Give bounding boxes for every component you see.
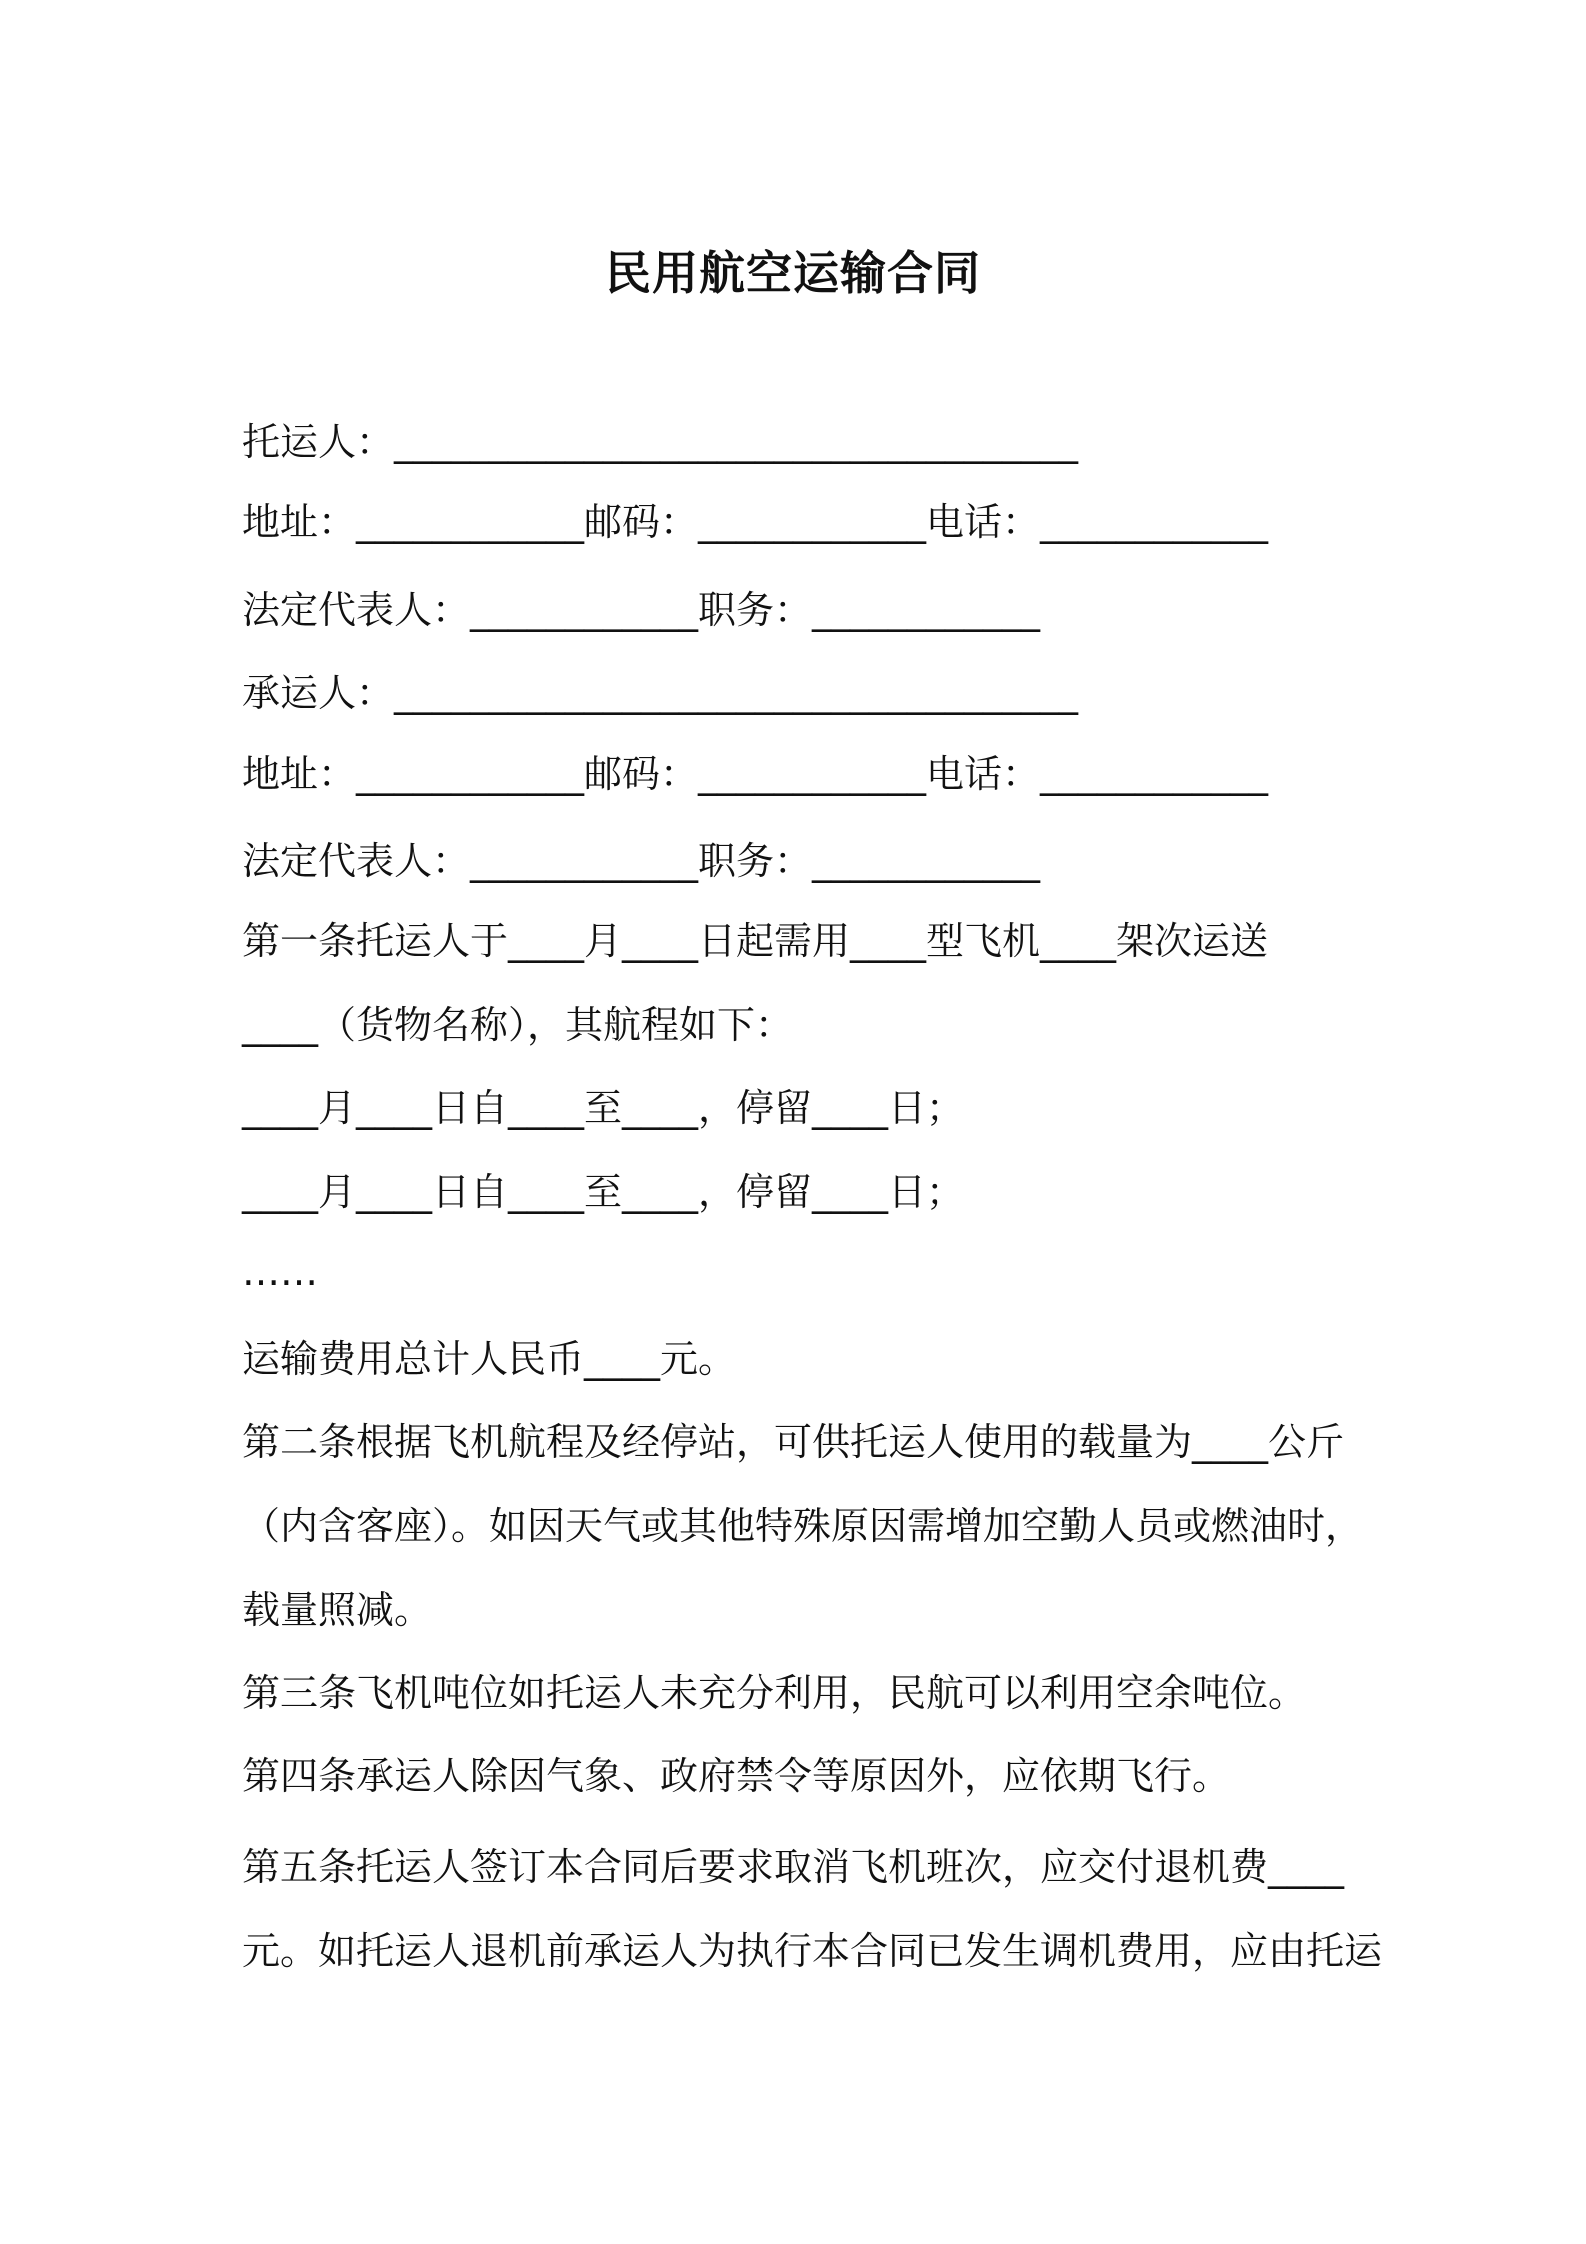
total-fee-line: 运输费用总计人民币____元。 xyxy=(242,1337,737,1381)
article-4-line: 第四条承运人除因气象、政府禁令等原因外，应依期飞行。 xyxy=(242,1754,1231,1798)
article-3-line: 第三条飞机吨位如托运人未充分利用，民航可以利用空余吨位。 xyxy=(242,1671,1307,1715)
article-2-line-2: （内含客座）。如因天气或其他特殊原因需增加空勤人员或燃油时， xyxy=(242,1504,1364,1548)
shipper-line: 托运人：____________________________________ xyxy=(242,420,1079,464)
carrier-line: 承运人：____________________________________ xyxy=(242,671,1079,715)
carrier-address-line: 地址：____________邮码：____________电话：____________ xyxy=(242,752,1269,796)
shipper-legal-rep-line: 法定代表人：____________职务：____________ xyxy=(242,588,1041,632)
carrier-legal-rep-line: 法定代表人：____________职务：____________ xyxy=(242,839,1041,883)
itinerary-line-1: ____月____日自____至____，停留____日； xyxy=(242,1086,965,1130)
article-1-line-2: ____（货物名称），其航程如下： xyxy=(242,1003,794,1047)
article-2-line-3: 载量照减。 xyxy=(242,1588,433,1632)
article-5-line-2: 元。如托运人退机前承运人为执行本合同已发生调机费用，应由托运 xyxy=(242,1929,1383,1973)
document-title: 民用航空运输合同 xyxy=(605,245,981,300)
article-2-line-1: 第二条根据飞机航程及经停站，可供托运人使用的载量为____公斤 xyxy=(242,1420,1345,1464)
ellipsis-line: …… xyxy=(242,1250,318,1294)
itinerary-line-2: ____月____日自____至____，停留____日； xyxy=(242,1170,965,1214)
article-1-line-1: 第一条托运人于____月____日起需用____型飞机____架次运送 xyxy=(242,919,1269,963)
shipper-address-line: 地址：____________邮码：____________电话：____________ xyxy=(242,500,1269,544)
article-5-line-1: 第五条托运人签订本合同后要求取消飞机班次，应交付退机费____ xyxy=(242,1845,1345,1889)
